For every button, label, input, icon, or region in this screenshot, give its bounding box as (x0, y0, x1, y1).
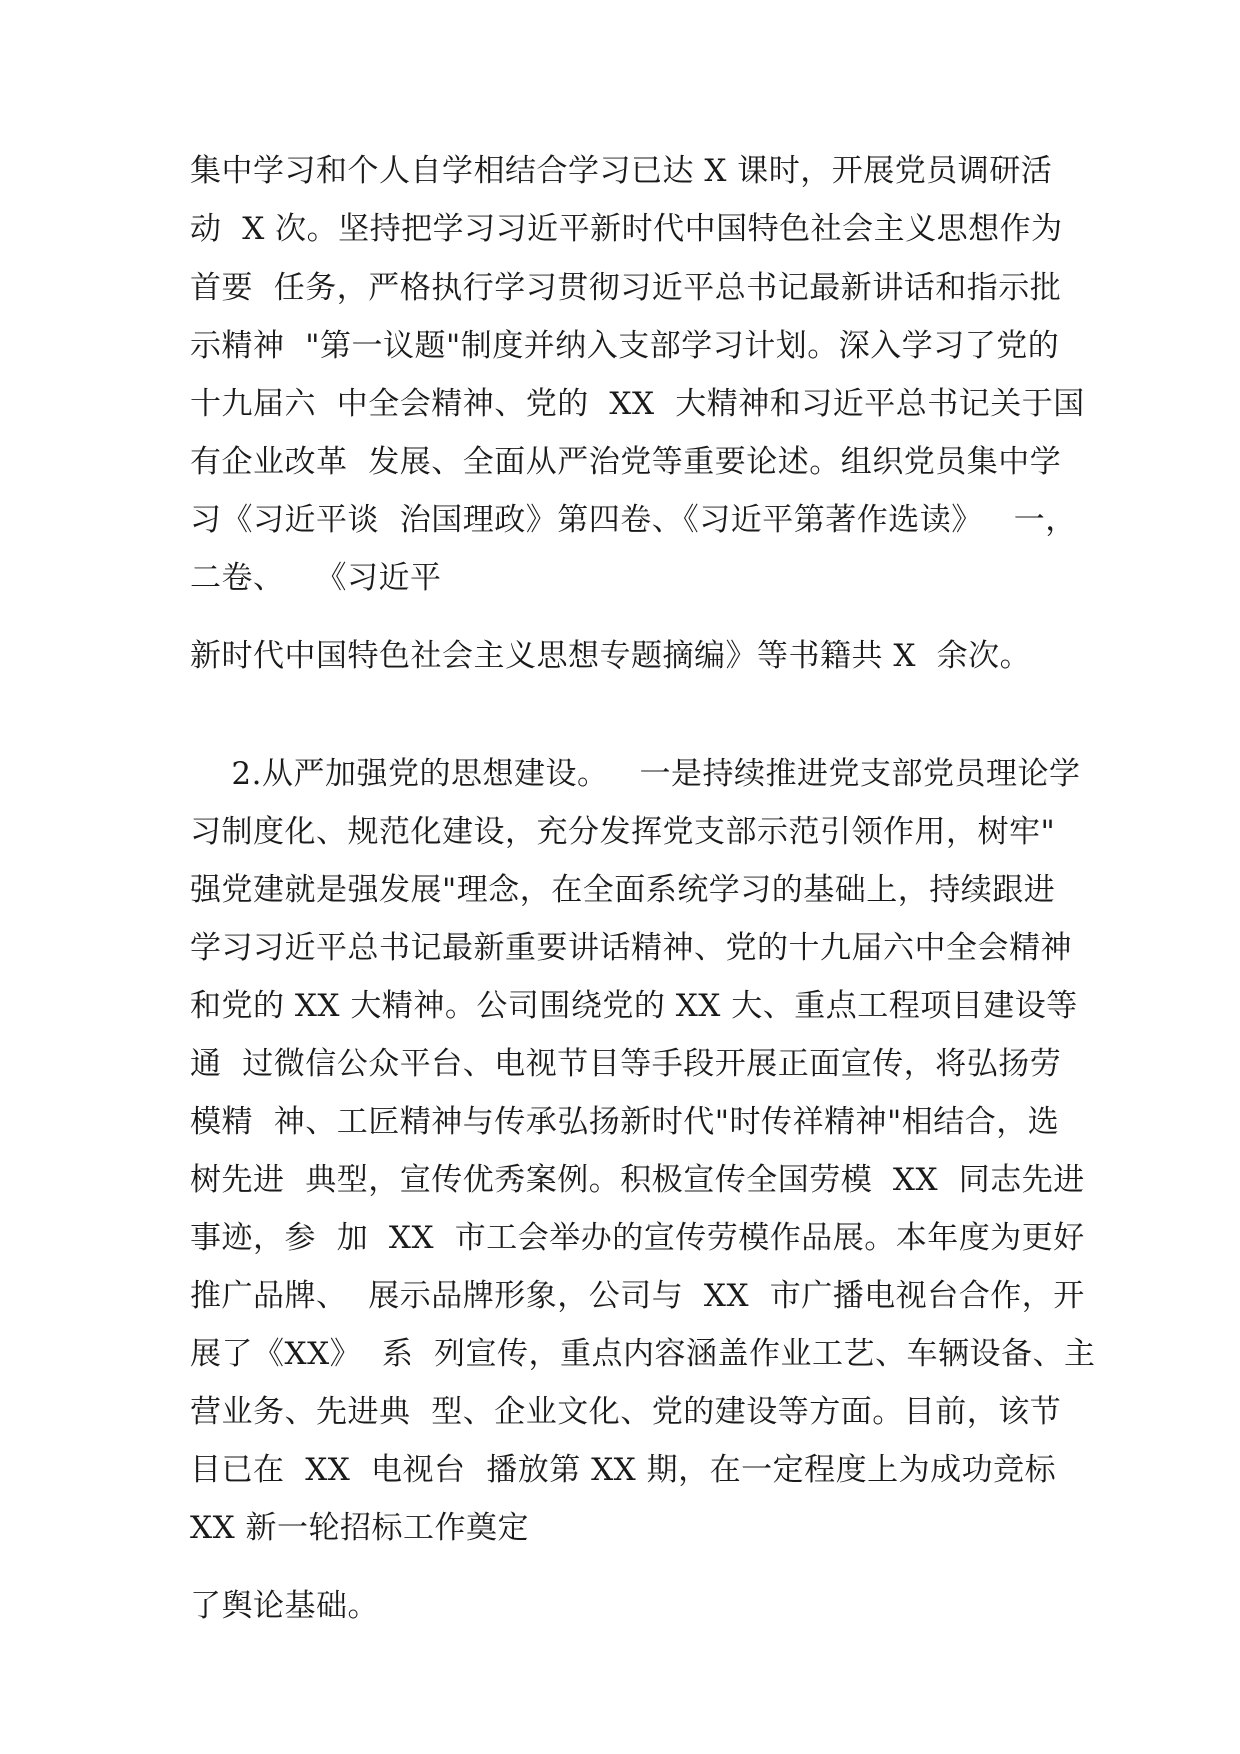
text-line: 习制度化、规范化建设，充分发挥党支部示范引领作用，树牢" (190, 814, 1056, 850)
text-line: 展了《XX》 系 列宣传，重点内容涵盖作业工艺、车辆设备、主 (190, 1336, 1096, 1372)
text-line: 树先进 典型，宣传优秀案例。积极宣传全国劳模 XX 同志先进 (190, 1162, 1085, 1198)
text-line: 推广品牌、 展示品牌形象，公司与 XX 市广播电视台合作，开 (190, 1278, 1085, 1314)
text-line: 模精 神、工匠精神与传承弘扬新时代"时传祥精神"相结合，选 (190, 1104, 1060, 1140)
text-line: 习《习近平谈 治国理政》第四卷、《习近平第著作选读》 一， (190, 502, 1077, 538)
text-line: 2.从严加强党的思想建设。 一是持续推进党支部党员理论学 (190, 756, 1081, 792)
text-line: 有企业改革 发展、全面从严治党等重要论述。组织党员集中学 (190, 444, 1062, 480)
text-line: 目已在 XX 电视台 播放第 XX 期，在一定程度上为成功竞标 (190, 1452, 1057, 1488)
text-line: 学习习近平总书记最新重要讲话精神、党的十九届六中全会精神 (190, 930, 1072, 966)
text-line: 示精神 "第一议题"制度并纳入支部学习计划。深入学习了党的 (190, 328, 1060, 364)
text-line: XX 新一轮招标工作奠定 (190, 1510, 529, 1546)
text-line: 动 X 次。坚持把学习习近平新时代中国特色社会主义思想作为 (190, 211, 1063, 247)
text-line: 营业务、先进典 型、企业文化、党的建设等方面。目前，该节 (190, 1394, 1062, 1430)
text-line: 了舆论基础。 (190, 1588, 379, 1624)
text-line: 通 过微信公众平台、电视节目等手段开展正面宣传，将弘扬劳 (190, 1046, 1062, 1082)
text-line: 和党的 XX 大精神。公司围绕党的 XX 大、重点工程项目建设等 (190, 988, 1078, 1024)
text-line: 二卷、 《习近平 (190, 560, 442, 596)
text-line: 首要 任务，严格执行学习贯彻习近平总书记最新讲话和指示批 (190, 270, 1062, 306)
text-line: 集中学习和个人自学相结合学习已达 X 课时，开展党员调研活 (190, 153, 1053, 189)
text-line: 强党建就是强发展"理念，在全面系统学习的基础上，持续跟进 (190, 872, 1056, 908)
text-line: 新时代中国特色社会主义思想专题摘编》等书籍共 X 余次。 (190, 638, 1032, 674)
text-line: 事迹，参 加 XX 市工会举办的宣传劳模作品展。本年度为更好 (190, 1220, 1085, 1256)
text-line: 十九届六 中全会精神、党的 XX 大精神和习近平总书记关于国 (190, 386, 1085, 422)
